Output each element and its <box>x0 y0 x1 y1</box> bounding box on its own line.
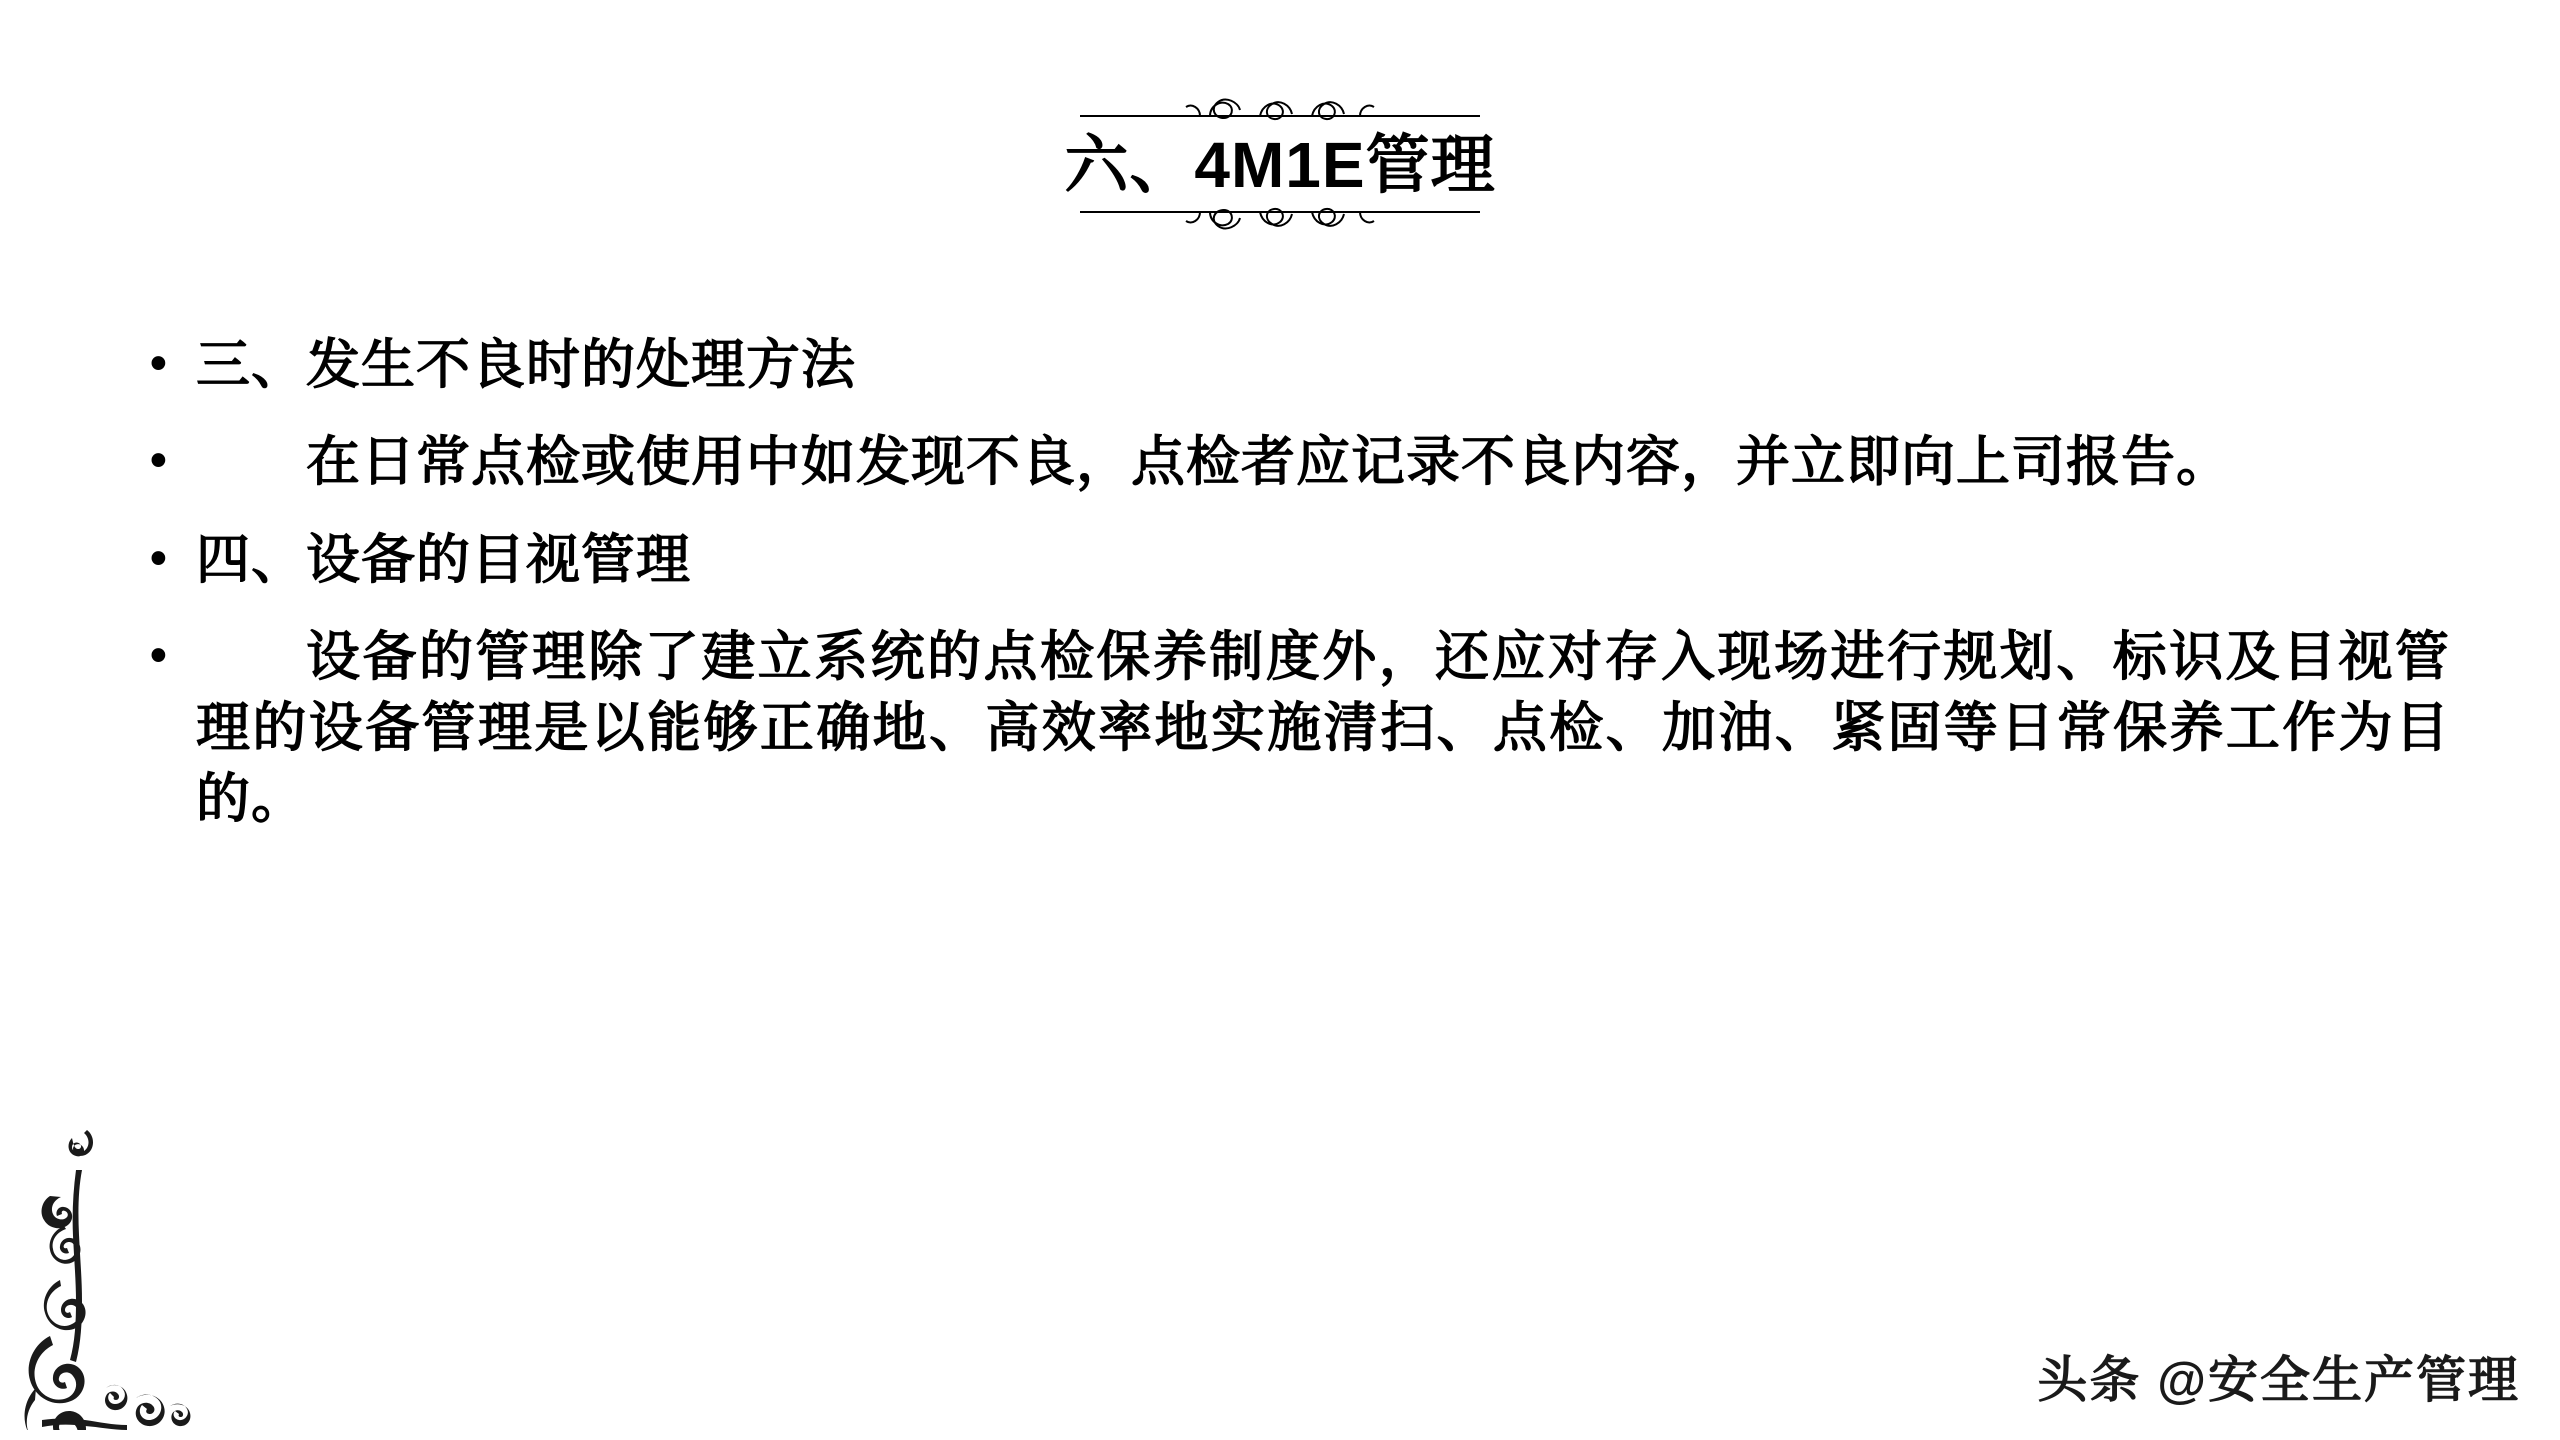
bullet-text: 三、发生不良时的处理方法 <box>196 335 856 395</box>
list-item <box>150 622 2450 836</box>
list-item <box>150 525 2450 596</box>
bullet-dot-icon: • <box>150 337 167 390</box>
bullet-dot-icon: • <box>150 531 167 585</box>
page-title: 六、4M1E管理 <box>1064 129 1496 201</box>
title-block <box>970 90 1590 238</box>
list-item <box>150 427 2450 498</box>
corner-flourish-ornament-icon <box>20 1130 320 1430</box>
flourish-divider-icon <box>1060 90 1500 124</box>
bullet-text: 设备的管理除了建立系统的点检保养制度外，还应对存入现场进行规划、标识及目视管理的设备管理是以能够正确地、高效率地实施清扫、点检、加油、紧固等日常保养工作为目的。 <box>196 626 2450 830</box>
list-item <box>150 330 2450 401</box>
bullet-dot-icon: • <box>150 434 167 488</box>
slide-body <box>150 330 2450 862</box>
bullet-text: 四、设备的目视管理 <box>196 529 691 590</box>
bullet-text: 在日常点检或使用中如发现不良，点检者应记录不良内容，并立即向上司报告。 <box>306 432 2231 493</box>
bullet-dot-icon: • <box>150 628 167 682</box>
watermark-text: 头条 @安全生产管理 <box>2037 1352 2520 1408</box>
flourish-divider-icon <box>1060 204 1500 238</box>
